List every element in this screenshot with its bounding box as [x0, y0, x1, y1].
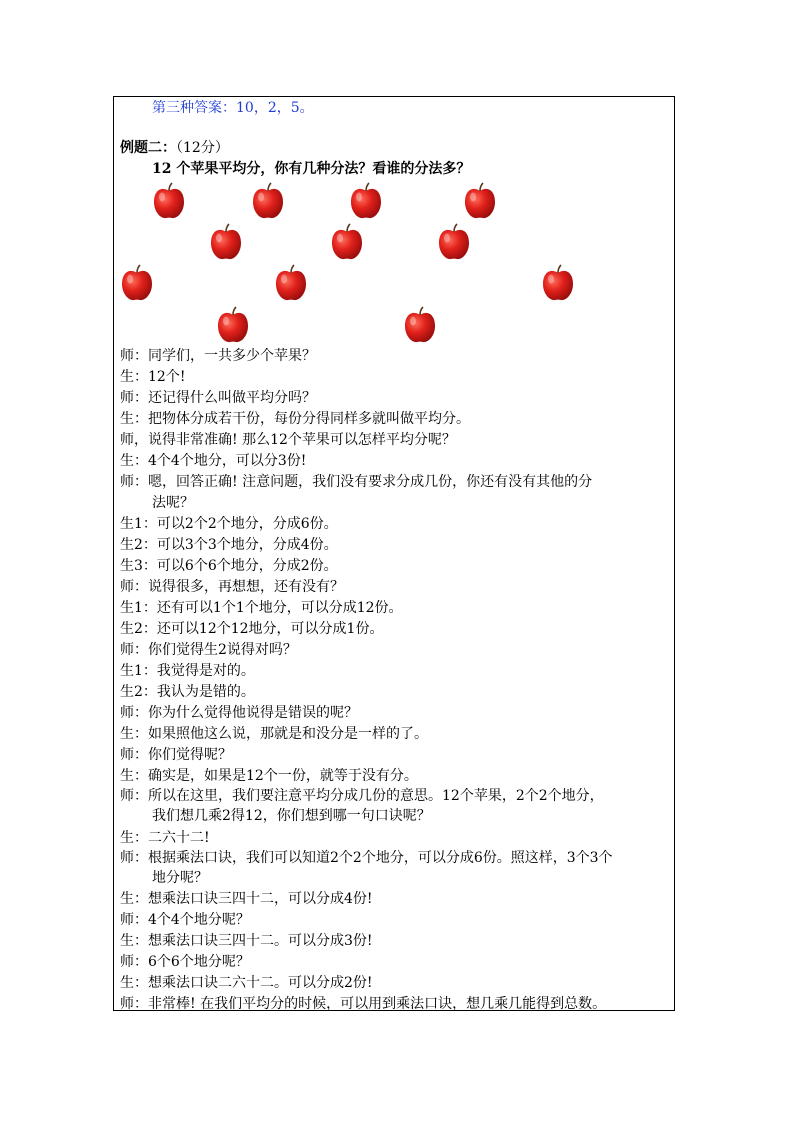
- dialogue-line: 师，说得非常准确! 那么12个苹果可以怎样平均分呢？: [120, 432, 456, 448]
- apple-icon: [209, 223, 243, 261]
- dialogue-line: 生2：我认为是错的。: [120, 684, 255, 700]
- dialogue-line: 生2：还可以12个12地分，可以分成1份。: [120, 621, 384, 637]
- dialogue-line: 师：说得很多，再想想，还有没有？: [120, 579, 344, 595]
- dialogue-line: 生1：我觉得是对的。: [120, 663, 255, 679]
- dialogue-line: 生：想乘法口诀二六十二。可以分成2份!: [120, 975, 373, 991]
- dialogue-line: 师：6个6个地分呢？: [120, 954, 250, 970]
- dialogue-line: 我们想几乘2得12，你们想到哪一句口诀呢？: [152, 808, 431, 824]
- dialogue-line: 师：所以在这里，我们要注意平均分成几份的意思。12个苹果，2个2个地分，: [120, 788, 604, 804]
- answer-3-label: 第三种答案：: [152, 100, 236, 116]
- dialogue-line: 师：非常棒! 在我们平均分的时候，可以用到乘法口诀，想几乘几能得到总数。: [120, 996, 607, 1012]
- example-2-score: （12分）: [176, 140, 229, 156]
- dialogue-line: 师：根据乘法口诀，我们可以知道2个2个地分，可以分成6份。照这样，3个3个: [120, 850, 613, 866]
- example-2-heading-line: [120, 138, 229, 158]
- apple-icon: [330, 223, 364, 261]
- apple-icon: [120, 264, 154, 302]
- dialogue-line: 生：12个!: [120, 369, 186, 385]
- apple-icon: [274, 264, 308, 302]
- apple-icon: [349, 182, 383, 220]
- dialogue-line: 师：还记得什么叫做平均分吗？: [120, 390, 316, 406]
- apple-icon: [403, 306, 437, 344]
- answer-3-line: [152, 98, 314, 118]
- dialogue-line: 生1：还有可以1个1个地分，可以分成12份。: [120, 600, 403, 616]
- dialogue-line: 生：4个4个地分，可以分3份!: [120, 453, 307, 469]
- dialogue-line: 生：想乘法口诀三四十二。可以分成3份!: [120, 933, 373, 949]
- dialogue-line: 生2：可以3个3个地分，分成4份。: [120, 537, 338, 553]
- dialogue-line: 师：你们觉得呢？: [120, 747, 232, 763]
- dialogue-line: 生：如果照他这么说，那就是和没分是一样的了。: [120, 726, 428, 742]
- dialogue-line: 地分呢？: [152, 870, 208, 886]
- dialogue-line: 师：你们觉得生2说得对吗？: [120, 642, 297, 658]
- apple-icon: [437, 223, 471, 261]
- apple-icon: [152, 182, 186, 220]
- dialogue-line: 生：想乘法口诀三四十二，可以分成4份!: [120, 891, 373, 907]
- answer-3-value: 10，2，5。: [236, 100, 314, 116]
- example-2-question: 12 个苹果平均分，你有几种分法？看谁的分法多？: [152, 161, 471, 177]
- example-2-heading: 例题二：: [120, 140, 176, 156]
- dialogue-line: 生：二六十二!: [120, 830, 210, 846]
- dialogue-line: 生：把物体分成若干份，每份分得同样多就叫做平均分。: [120, 411, 470, 427]
- dialogue-line: 师：嗯，回答正确! 注意问题，我们没有要求分成几份，你还有没有其他的分: [120, 474, 593, 490]
- dialogue-line: 师：4个4个地分呢？: [120, 912, 250, 928]
- dialogue-line: 生：确实是，如果是12个一份，就等于没有分。: [120, 768, 418, 784]
- dialogue-line: 师：同学们，一共多少个苹果？: [120, 348, 316, 364]
- apple-icon: [463, 182, 497, 220]
- apple-icon: [251, 182, 285, 220]
- apple-icon: [216, 306, 250, 344]
- apple-icon: [541, 264, 575, 302]
- dialogue-line: 法呢？: [152, 495, 194, 511]
- dialogue-line: 生3：可以6个6个地分，分成2份。: [120, 558, 338, 574]
- dialogue-line: 生1：可以2个2个地分，分成6份。: [120, 516, 338, 532]
- dialogue-line: 师：你为什么觉得他说得是错误的呢？: [120, 705, 358, 721]
